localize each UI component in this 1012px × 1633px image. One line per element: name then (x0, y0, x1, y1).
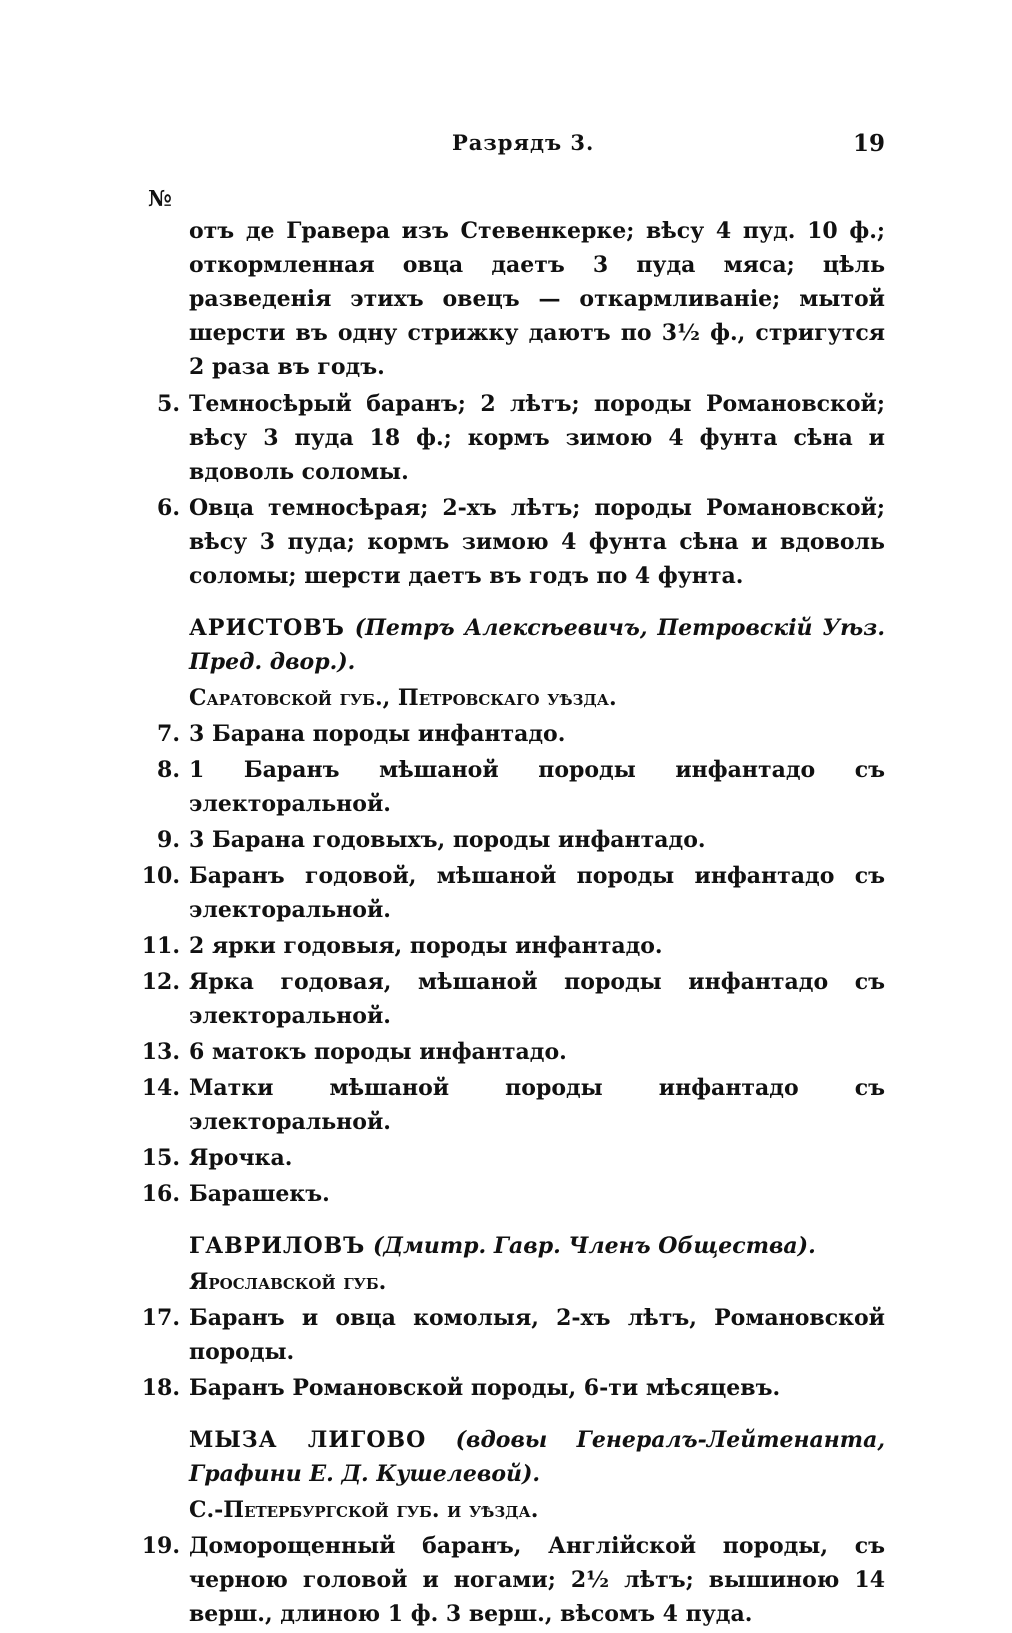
entry-number: 17. (141, 1305, 180, 1331)
entry-number: 9. (157, 827, 180, 853)
list-item (140, 717, 885, 751)
entry-number: 15. (141, 1145, 180, 1171)
list-item (140, 1071, 885, 1139)
list-item (140, 1301, 885, 1369)
entry-text: Доморощенный баранъ, Англійской породы, съ черною головой и ногами; 2½ лѣтъ; вышиною 14 верш., длиною 1 ф. 3 верш., вѣсомъ 4 пуда. (189, 1533, 885, 1627)
entry-number: 14. (141, 1075, 180, 1101)
exhibitor-place: Ярославской губ. (189, 1269, 387, 1295)
entry-text: 3 Барана годовыхъ, породы инфантадо. (189, 827, 706, 853)
exhibitor-name: МЫЗА ЛИГОВО (189, 1427, 427, 1453)
list-item (140, 859, 885, 927)
list-item (140, 929, 885, 963)
entry-text: 2 ярки годовыя, породы инфантадо. (189, 933, 663, 959)
entry-number: 7. (157, 721, 180, 747)
entry-number: 16. (141, 1181, 180, 1207)
list-item (140, 965, 885, 1033)
entry-text: Темносѣрый баранъ; 2 лѣтъ; породы Романовской; вѣсу 3 пуда 18 ф.; кормъ зимою 4 фунта сѣна и вдоволь соломы. (189, 391, 885, 485)
entry-number: 6. (157, 495, 180, 521)
entry-number: 5. (157, 391, 180, 417)
entry-text: Баранъ и овца комолыя, 2-хъ лѣтъ, Романовской породы. (189, 1305, 885, 1365)
exhibitor-place: Саратовской губ., Петровскаго уѣзда. (189, 685, 617, 711)
running-header-title: Разрядъ 3. (452, 130, 595, 155)
entry-text: 1 Баранъ мѣшаной породы инфантадо съ электоральной. (189, 757, 885, 817)
exhibitor-heading (140, 611, 885, 679)
entry-text: Овца темносѣрая; 2-хъ лѣтъ; породы Романовской; вѣсу 3 пуда; кормъ зимою 4 фунта сѣна и вдоволь соломы; шерсти даетъ въ годъ по 4 фунта. (189, 495, 885, 589)
exhibitor-detail: (вдовы Генералъ-Лейтенанта, Графини Е. Д. Кушелевой). (189, 1427, 885, 1487)
page-number: 19 (853, 130, 886, 157)
entry-text: 6 матокъ породы инфантадо. (189, 1039, 567, 1065)
entry-text: Матки мѣшаной породы инфантадо съ электоральной. (189, 1075, 885, 1135)
entry-number: 10. (141, 863, 180, 889)
exhibitor-detail: (Дмитр. Гавр. Членъ Общества). (372, 1233, 816, 1259)
exhibitor-heading (140, 1423, 885, 1491)
list-item (140, 823, 885, 857)
list-item (140, 1035, 885, 1069)
exhibitor-place: С.-Петербургской губ. и уѣзда. (189, 1497, 539, 1523)
entry-text: Ярочка. (189, 1145, 293, 1171)
continuation-paragraph: отъ де Гравера изъ Стевенкерке; вѣсу 4 пуд. 10 ф.; откормленная овца даетъ 3 пуда мяса; цѣль разведенія этихъ овецъ — откармливаніе; мытой шерсти въ одну стрижку даютъ по 3½ ф., стригутся 2 раза въ годъ. (189, 218, 885, 380)
entry-text: Ярка годовая, мѣшаной породы инфантадо съ электоральной. (189, 969, 885, 1029)
list-item (140, 387, 885, 489)
entry-number: 8. (157, 757, 180, 783)
entry-number: 19. (141, 1533, 180, 1559)
list-item (140, 491, 885, 593)
entry-text: Баранъ Романовской породы, 6-ти мѣсяцевъ. (189, 1375, 781, 1401)
entry-number: 11. (141, 933, 180, 959)
exhibitor-detail: (Петръ Алексѣевичъ, Петровскій Уѣз. Пред. двор.). (189, 615, 885, 675)
entry-text: Баранъ годовой, мѣшаной породы инфантадо съ электоральной. (189, 863, 885, 923)
exhibitor-heading (140, 1229, 885, 1263)
entry-number: 13. (141, 1039, 180, 1065)
list-item (140, 1529, 885, 1631)
list-item (140, 1141, 885, 1175)
exhibitor-name: АРИСТОВЪ (189, 615, 345, 641)
number-mark: № (148, 186, 172, 212)
list-item (140, 1177, 885, 1211)
entry-text: 3 Барана породы инфантадо. (189, 721, 566, 747)
page-body (140, 214, 885, 1633)
entry-number: 18. (141, 1375, 180, 1401)
list-item (140, 753, 885, 821)
list-item (140, 1371, 885, 1405)
exhibitor-name: ГАВРИЛОВЪ (189, 1233, 366, 1259)
entry-text: Барашекъ. (189, 1181, 330, 1207)
entry-number: 12. (141, 969, 180, 995)
